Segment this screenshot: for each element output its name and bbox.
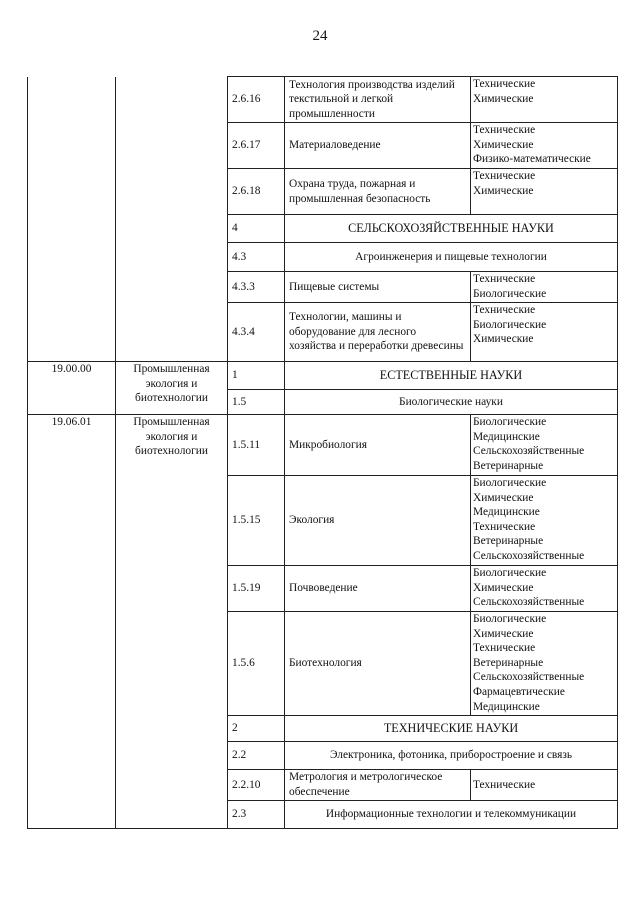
table-row xyxy=(28,415,618,476)
section-title: ТЕХНИЧЕСКИЕ НАУКИ xyxy=(285,716,618,742)
science-item: Медицинские xyxy=(473,430,540,443)
science-item: Биологические xyxy=(473,318,547,331)
specialty-code: 4.3.3 xyxy=(228,272,285,303)
specialty-name: Технологии, машины и оборудование для лесного хозяйства и переработки древесины xyxy=(285,303,471,362)
blank-cell xyxy=(28,77,116,362)
group-title: Информационные технологии и телекоммуникации xyxy=(285,801,618,829)
science-item: Сельскохозяйственные xyxy=(473,671,585,684)
science-item: Ветеринарные xyxy=(473,459,544,472)
table-row xyxy=(28,77,618,123)
science-item: Технические xyxy=(473,124,536,136)
science-item: Биологические xyxy=(473,613,547,625)
science-list xyxy=(471,476,618,566)
field-title: Промышленная экология и биотехнологии xyxy=(116,362,228,415)
science-item: Химические xyxy=(473,491,534,504)
specialty-name: Материаловедение xyxy=(285,123,471,169)
science-item: Сельскохозяйственные xyxy=(473,445,585,458)
science-list xyxy=(471,77,618,123)
science-list xyxy=(471,612,618,716)
specialty-name: Почвоведение xyxy=(285,566,471,612)
section-code: 4 xyxy=(228,215,285,243)
science-item: Биологические xyxy=(473,477,547,489)
specialty-code: 2.6.18 xyxy=(228,169,285,215)
specialty-code: 2.2.10 xyxy=(228,770,285,801)
specialty-name: Метрология и метрологическое обеспечение xyxy=(285,770,471,801)
science-item: Ветеринарные xyxy=(473,535,544,548)
science-list xyxy=(471,415,618,476)
science-item: Технические xyxy=(473,778,536,791)
specialty-code: 4.3.4 xyxy=(228,303,285,362)
science-item: Химические xyxy=(473,627,534,640)
science-item: Технические xyxy=(473,304,536,316)
science-item: Сельскохозяйственные xyxy=(473,596,585,609)
science-item: Фармацевтические xyxy=(473,685,565,698)
section-code: 1 xyxy=(228,362,285,390)
group-title: Агроинженерия и пищевые технологии xyxy=(285,243,618,272)
science-item: Химические xyxy=(473,138,534,151)
group-code: 4.3 xyxy=(228,243,285,272)
science-list xyxy=(471,169,618,215)
science-item: Технические xyxy=(473,520,536,533)
science-list xyxy=(471,566,618,612)
science-item: Биологические xyxy=(473,287,547,300)
specialty-name: Микробиология xyxy=(285,415,471,476)
specialty-code: 1.5.11 xyxy=(228,415,285,476)
blank-cell xyxy=(116,77,228,362)
science-item: Химические xyxy=(473,333,534,346)
group-code: 1.5 xyxy=(228,390,285,415)
specialty-code: 1.5.6 xyxy=(228,612,285,716)
field-code: 19.00.00 xyxy=(28,362,116,415)
group-code: 2.2 xyxy=(228,742,285,770)
science-item: Медицинские xyxy=(473,700,540,713)
specialty-code: 2.6.17 xyxy=(228,123,285,169)
science-item: Технические xyxy=(473,78,536,90)
specialty-name: Пищевые системы xyxy=(285,272,471,303)
specialties-table xyxy=(27,76,618,829)
field-title: Промышленная экология и биотехнологии xyxy=(116,415,228,829)
section-code: 2 xyxy=(228,716,285,742)
specialty-code: 1.5.19 xyxy=(228,566,285,612)
science-list xyxy=(471,303,618,362)
science-list xyxy=(471,123,618,169)
field-code: 19.06.01 xyxy=(28,415,116,829)
specialty-name: Технология производства изделий текстильной и легкой промышленности xyxy=(285,77,471,123)
group-title: Электроника, фотоника, приборостроение и связь xyxy=(285,742,618,770)
section-row xyxy=(28,362,618,390)
science-item: Химические xyxy=(473,184,534,197)
science-item: Технические xyxy=(473,273,536,285)
science-item: Ветеринарные xyxy=(473,656,544,669)
specialty-name: Экология xyxy=(285,476,471,566)
specialty-name: Биотехнология xyxy=(285,612,471,716)
science-item: Сельскохозяйственные xyxy=(473,549,585,562)
science-item: Технические xyxy=(473,642,536,655)
science-item: Физико-математические xyxy=(473,153,591,166)
science-list xyxy=(471,770,618,801)
section-title: ЕСТЕСТВЕННЫЕ НАУКИ xyxy=(285,362,618,390)
specialty-code: 2.6.16 xyxy=(228,77,285,123)
section-title: СЕЛЬСКОХОЗЯЙСТВЕННЫЕ НАУКИ xyxy=(285,215,618,243)
science-item: Биологические xyxy=(473,567,547,579)
specialty-code: 1.5.15 xyxy=(228,476,285,566)
science-item: Медицинские xyxy=(473,506,540,519)
science-item: Химические xyxy=(473,92,534,105)
group-code: 2.3 xyxy=(228,801,285,829)
science-item: Технические xyxy=(473,170,536,182)
page-number: 24 xyxy=(312,28,328,44)
science-item: Биологические xyxy=(473,416,547,428)
specialty-name: Охрана труда, пожарная и промышленная безопасность xyxy=(285,169,471,215)
science-list xyxy=(471,272,618,303)
group-title: Биологические науки xyxy=(285,390,618,415)
science-item: Химические xyxy=(473,581,534,594)
